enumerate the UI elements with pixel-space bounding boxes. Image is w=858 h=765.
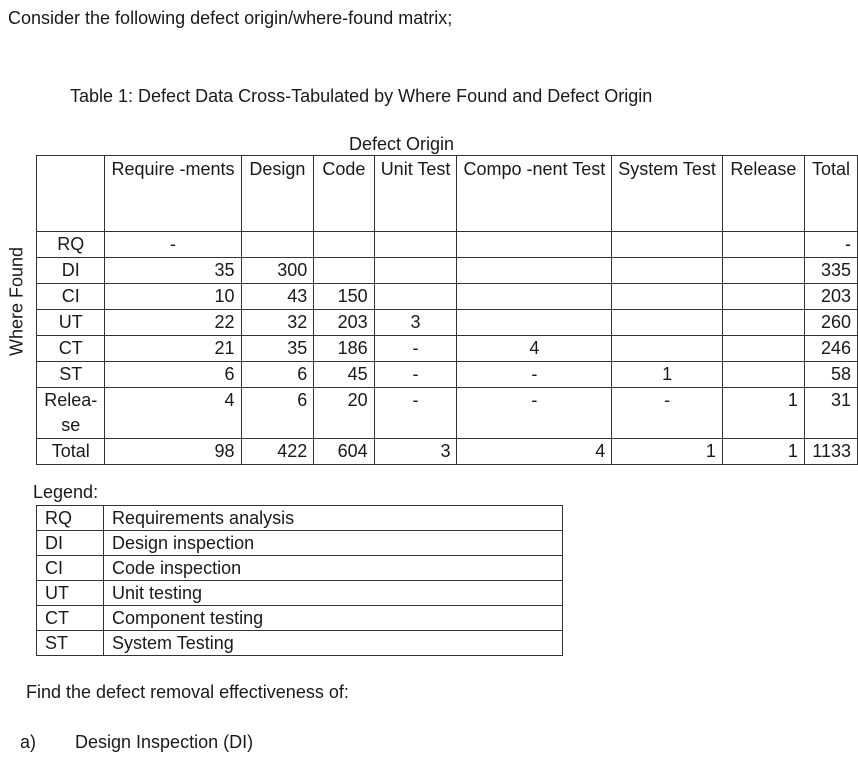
table-row-st: [37, 362, 858, 388]
cell-req: 35: [105, 258, 241, 284]
cell-sys: 1: [612, 362, 723, 388]
defect-matrix-table: [36, 155, 858, 465]
where-found-label: Where Found: [6, 246, 27, 357]
legend-code: UT: [37, 581, 104, 606]
cell-rel: 1: [722, 439, 804, 465]
row-label: Total: [37, 439, 105, 465]
legend-row: [37, 556, 563, 581]
cell-code: 20: [314, 388, 374, 439]
table-row-rq: [37, 232, 858, 258]
col-header-system-test: System Test: [612, 156, 723, 232]
legend-code: CI: [37, 556, 104, 581]
row-label: Relea- se: [37, 388, 105, 439]
table-caption: Table 1: Defect Data Cross-Tabulated by Where Found and Defect Origin: [70, 86, 653, 106]
cell-code: 186: [314, 336, 374, 362]
legend-code: DI: [37, 531, 104, 556]
cell-total: 58: [804, 362, 857, 388]
cell-req: 22: [105, 310, 241, 336]
legend-row: [37, 531, 563, 556]
legend-row: [37, 631, 563, 656]
cell-req: 4: [105, 388, 241, 439]
row-label: DI: [37, 258, 105, 284]
cell-req: 21: [105, 336, 241, 362]
cell-total: 1133: [804, 439, 857, 465]
cell-total: 335: [804, 258, 857, 284]
corner-cell: [37, 156, 105, 232]
cell-design: 300: [241, 258, 314, 284]
cell-code: 604: [314, 439, 374, 465]
legend-meaning: Unit testing: [104, 581, 563, 606]
col-header-release: Release: [722, 156, 804, 232]
cell-rel: 1: [722, 388, 804, 439]
row-label: ST: [37, 362, 105, 388]
table-row-ci: [37, 284, 858, 310]
cell-req: 98: [105, 439, 241, 465]
cell-design: 43: [241, 284, 314, 310]
legend-row: [37, 581, 563, 606]
question-a-text: Design Inspection (DI): [75, 732, 254, 752]
row-label: UT: [37, 310, 105, 336]
col-header-design: Design: [241, 156, 314, 232]
intro-text: Consider the following defect origin/where-found matrix;: [8, 8, 453, 28]
table-row-total: [37, 439, 858, 465]
cell-req: -: [105, 232, 241, 258]
cell-design: 6: [241, 388, 314, 439]
cell-design: 6: [241, 362, 314, 388]
cell-unit: -: [374, 388, 457, 439]
cell-total: -: [804, 232, 857, 258]
legend-row: [37, 506, 563, 531]
cell-total: 203: [804, 284, 857, 310]
cell-design: 35: [241, 336, 314, 362]
cell-unit: 3: [374, 310, 457, 336]
header-row: [37, 156, 858, 232]
cell-unit: -: [374, 336, 457, 362]
cell-sys: -: [612, 388, 723, 439]
cell-sys: 1: [612, 439, 723, 465]
cell-design: 422: [241, 439, 314, 465]
cell-comp: 4: [457, 336, 612, 362]
row-label: CI: [37, 284, 105, 310]
legend-code: CT: [37, 606, 104, 631]
legend-code: ST: [37, 631, 104, 656]
legend-meaning: Requirements analysis: [104, 506, 563, 531]
col-header-unit-test: Unit Test: [374, 156, 457, 232]
legend-meaning: Code inspection: [104, 556, 563, 581]
cell-req: 6: [105, 362, 241, 388]
cell-unit: -: [374, 362, 457, 388]
table-row-ut: [37, 310, 858, 336]
row-label: RQ: [37, 232, 105, 258]
cell-total: 246: [804, 336, 857, 362]
cell-design: 32: [241, 310, 314, 336]
legend-meaning: Component testing: [104, 606, 563, 631]
table-row-ct: [37, 336, 858, 362]
row-label: CT: [37, 336, 105, 362]
question-text: Find the defect removal effectiveness of:: [26, 682, 349, 702]
defect-origin-header: Defect Origin: [349, 134, 455, 154]
col-header-component-test: Compo -nent Test: [457, 156, 612, 232]
col-header-total: Total: [804, 156, 857, 232]
cell-code: 45: [314, 362, 374, 388]
cell-comp: 4: [457, 439, 612, 465]
cell-total: 260: [804, 310, 857, 336]
cell-unit: 3: [374, 439, 457, 465]
cell-code: 150: [314, 284, 374, 310]
legend-meaning: System Testing: [104, 631, 563, 656]
question-a-letter: a): [20, 732, 37, 752]
table-row-di: [37, 258, 858, 284]
legend-table: [36, 505, 563, 656]
col-header-requirements: Require -ments: [105, 156, 241, 232]
legend-title: Legend:: [33, 482, 99, 502]
legend-row: [37, 606, 563, 631]
cell-comp: -: [457, 362, 612, 388]
col-header-code: Code: [314, 156, 374, 232]
table-row-release: [37, 388, 858, 439]
legend-code: RQ: [37, 506, 104, 531]
cell-total: 31: [804, 388, 857, 439]
cell-comp: -: [457, 388, 612, 439]
cell-req: 10: [105, 284, 241, 310]
cell-code: 203: [314, 310, 374, 336]
legend-meaning: Design inspection: [104, 531, 563, 556]
